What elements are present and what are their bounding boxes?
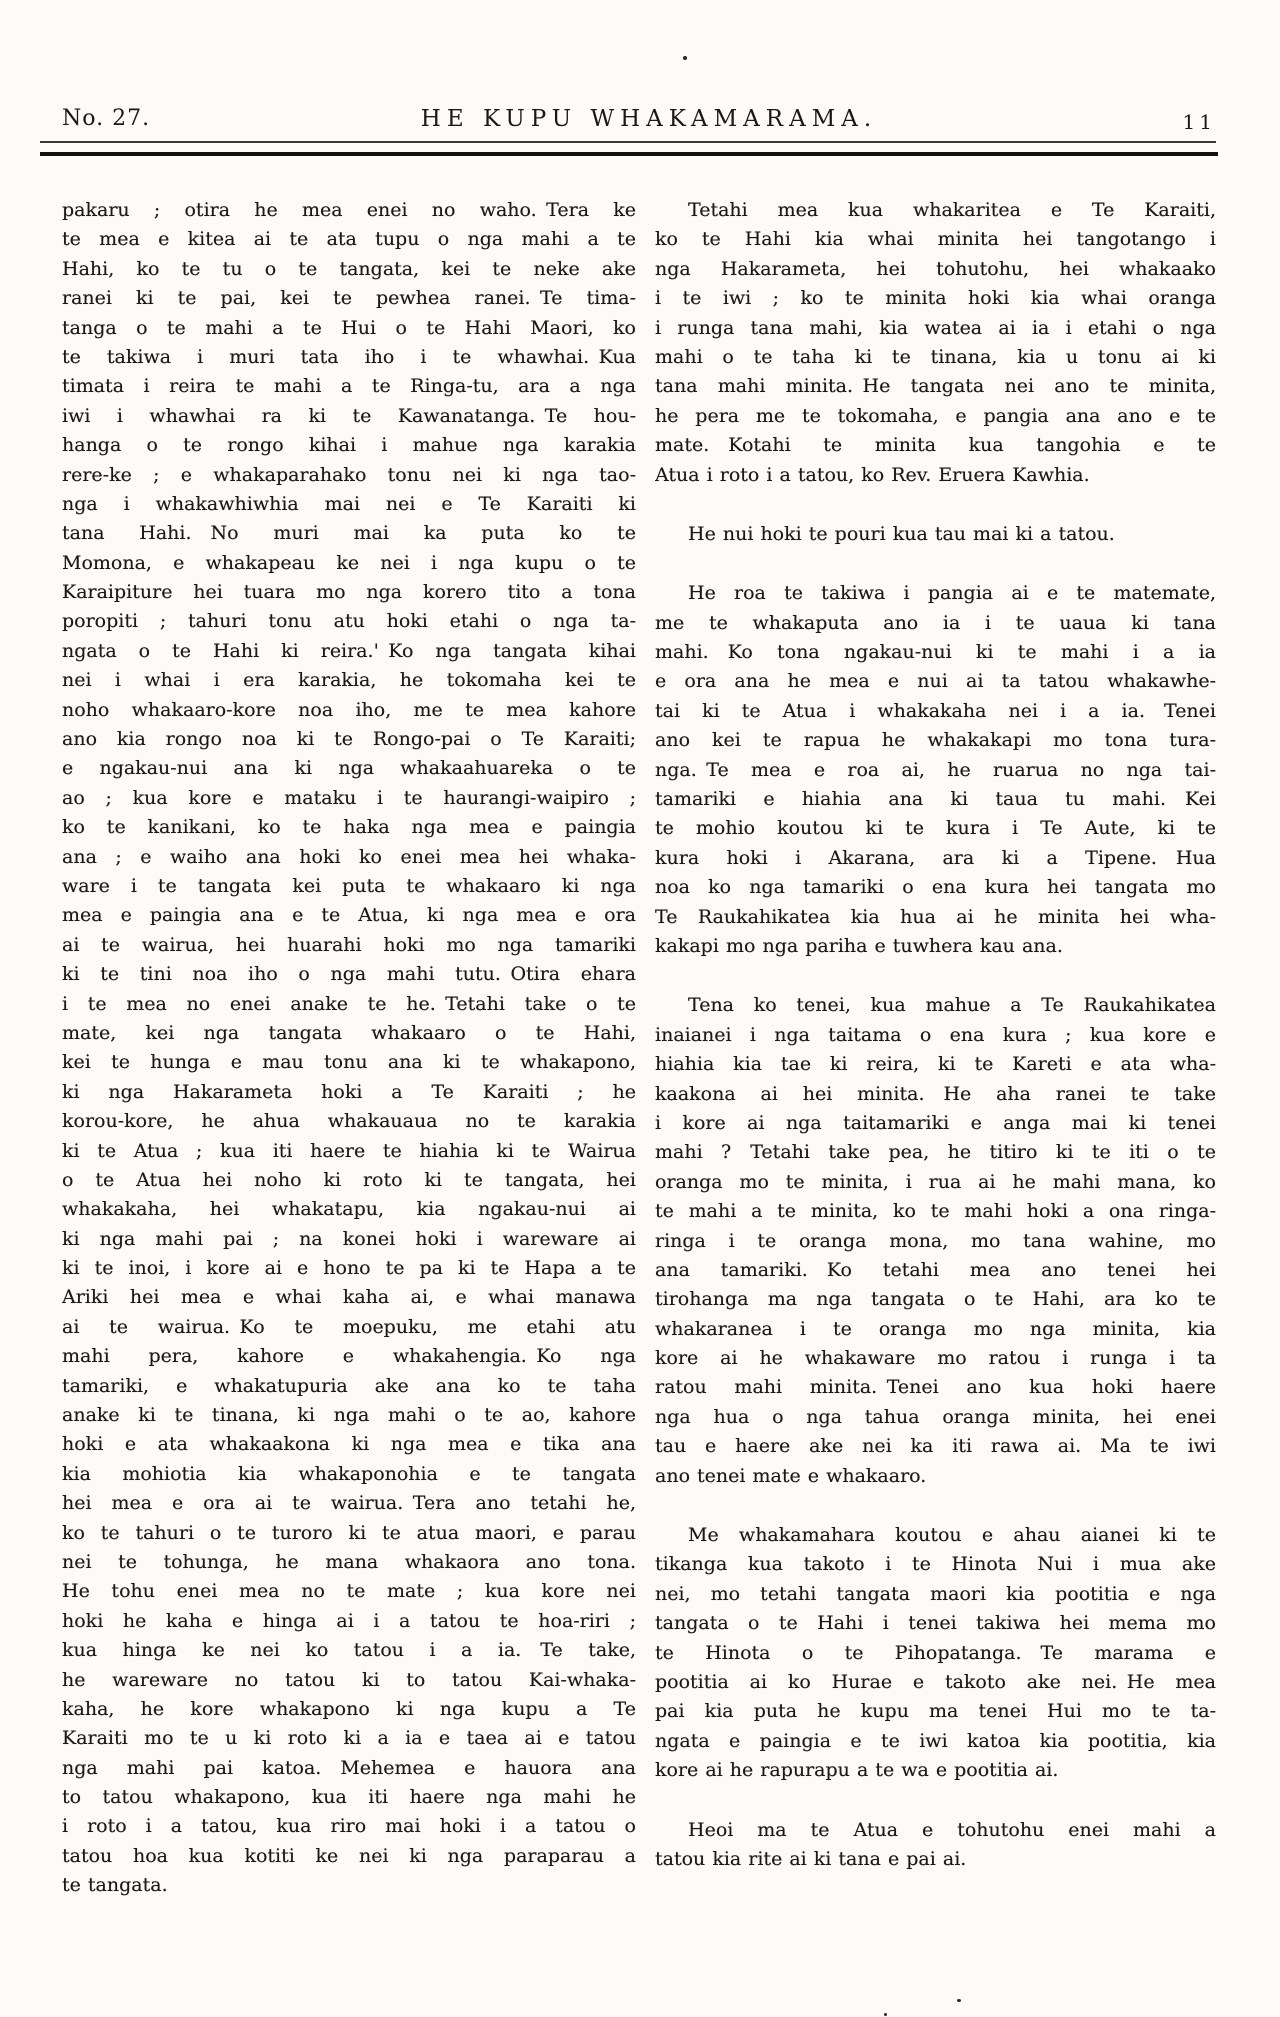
text-line: mea e paingia ana e te Atua, ki nga mea e ora (62, 904, 636, 927)
text-line: tana Hahi. No muri mai ka puta ko te (62, 522, 636, 545)
text-line: ringa i te oranga mona, mo tana wahine, mo (655, 1229, 1216, 1252)
text-line: Me whakamahara koutou e ahau aianei ki te (688, 1524, 1216, 1547)
text-line: timata i reira te mahi a te Ringa-tu, ara a nga (62, 375, 636, 398)
paragraph (655, 579, 1216, 961)
text-line: nei, mo tetahi tangata maori kia pootitia e nga (655, 1582, 1216, 1605)
text-line: ao ; kua kore e mataku i te haurangi-waipiro ; (62, 786, 636, 809)
text-line: anake ki te tinana, ki nga mahi o te ao, kahore (62, 1404, 636, 1427)
paragraph (655, 1521, 1216, 1786)
text-line: kakapi mo nga pariha e tuwhera kau ana. (655, 934, 1063, 957)
text-line: mahi o te taha ki te tinana, kia u tonu ai ki (655, 345, 1216, 368)
text-line: korou-kore, he ahua whakauaua no te karakia (62, 1110, 636, 1133)
scan-speck (957, 1999, 961, 2002)
text-line: ana tamariki. Ko tetahi mea ano tenei hei (655, 1258, 1216, 1281)
text-line: hanga o te rongo kihai i mahue nga karakia (62, 434, 636, 457)
scan-speck (884, 2013, 887, 2016)
header-rule-thin (40, 141, 1216, 143)
text-line: rere-ke ; e whakaparahako tonu nei ki nga tao- (62, 463, 636, 486)
text-line: mahi. Ko tona ngakau-nui ki te mahi i a ia (655, 641, 1216, 664)
text-line: ngata e paingia e te iwi katoa kia pootitia, kia (655, 1729, 1216, 1752)
text-line: hiahia kia tae ki reira, ki te Kareti e ata wha- (655, 1053, 1216, 1076)
text-line: te mahi a te minita, ko te mahi hoki a ona ringa- (655, 1200, 1216, 1223)
text-line: ranei ki te pai, kei te pewhea ranei. Te tima- (62, 287, 636, 310)
text-line: ki te tini noa iho o nga mahi tutu. Otira ehara (62, 963, 636, 986)
text-line: to tatou whakapono, kua iti haere nga mahi he (62, 1786, 636, 1809)
paragraph (655, 991, 1216, 1491)
text-line: tau e haere ake nei ka iti rawa ai. Ma te iwi (655, 1435, 1216, 1458)
text-line: i roto i a tatou, kua riro mai hoki i a tatou o (62, 1815, 636, 1838)
text-line: tanga o te mahi a te Hui o te Hahi Maori, ko (62, 316, 636, 339)
text-line: nga i whakawhiwhia mai nei e Te Karaiti ki (62, 492, 636, 515)
text-line: He tohu enei mea no te mate ; kua kore nei (62, 1580, 636, 1603)
text-line: pakaru ; otira he mea enei no waho. Tera ke (62, 199, 636, 221)
text-line: mahi ? Tetahi take pea, he titiro ki te iti o te (655, 1141, 1216, 1164)
text-line: ano kia rongo noa ki te Rongo-pai o Te Karaiti; (62, 728, 636, 751)
text-line: he wareware no tatou ki to tatou Kai-whaka- (62, 1668, 636, 1691)
text-line: e ora ana he mea e nui ai ta tatou whakawhe- (655, 670, 1216, 693)
text-line: tatou hoa kua kotiti ke nei ki nga paraparau a (62, 1844, 636, 1867)
text-line: pootitia ai ko Hurae e takoto ake nei. He mea (655, 1670, 1216, 1693)
text-line: tai ki te Atua i whakakaha nei i a ia. Tenei (655, 699, 1216, 722)
text-line: tamariki, e whakatupuria ake ana ko te taha (62, 1374, 636, 1397)
text-line: te mohio koutou ki te kura i Te Aute, ki te (655, 817, 1216, 840)
text-line: whakakaha, hei whakatapu, kia ngakau-nui ai (62, 1198, 636, 1221)
text-line: tamariki e hiahia ana ki taua tu mahi. Kei (655, 788, 1216, 811)
text-line: hoki e ata whakaakona ki nga mea e tika ana (62, 1433, 636, 1456)
text-line: Heoi ma te Atua e tohutohu enei mahi a (688, 1818, 1216, 1841)
right-column (655, 196, 1216, 1874)
text-line: me te whakaputa ano ia i te uaua ki tana (655, 611, 1216, 634)
text-line: ko te kanikani, ko te haka nga mea e paingia (62, 816, 636, 839)
text-line: kua hinga ke nei ko tatou i a ia. Te take, (62, 1639, 636, 1662)
text-line: ko te tahuri o te turoro ki te atua maori, e parau (62, 1521, 636, 1544)
text-line: ki te Atua ; kua iti haere te hiahia ki te Wairua (62, 1139, 636, 1162)
text-line: ai te wairua, hei huarahi hoki mo nga tamariki (62, 933, 636, 956)
paragraph (655, 196, 1216, 490)
text-line: Te Raukahikatea kia hua ai he minita hei wha- (655, 905, 1216, 928)
text-line: te takiwa i muri tata iho i te whawhai. Kua (62, 345, 636, 368)
text-line: nga Hakarameta, hei tohutohu, hei whakaako (655, 257, 1216, 280)
text-line: tikanga kua takoto i te Hinota Nui i mua ake (655, 1553, 1216, 1576)
text-line: ware i te tangata kei puta te whakaaro ki nga (62, 874, 636, 897)
header-rule-thick (40, 152, 1218, 156)
text-line: pai kia puta he kupu ma tenei Hui mo te ta- (655, 1700, 1216, 1723)
text-line: ano kei te rapua he whakakapi mo tona tura- (655, 729, 1216, 752)
text-line: ko te Hahi kia whai minita hei tangotango i (655, 228, 1216, 251)
text-line: te tangata. (62, 1874, 168, 1897)
text-line: ki te inoi, i kore ai e hono te pa ki te Hapa a te (62, 1257, 636, 1280)
text-line: ki nga mahi pai ; na konei hoki i wareware ai (62, 1227, 636, 1250)
text-line: whakaranea i te oranga mo nga minita, kia (655, 1317, 1216, 1340)
text-line: ngata o te Hahi ki reira.' Ko nga tangata kihai (62, 639, 636, 662)
text-line: mahi pera, kahore e whakahengia. Ko nga (62, 1345, 636, 1368)
text-line: mate. Kotahi te minita kua tangohia e te (655, 434, 1216, 457)
text-line: inaianei i nga taitama o ena kura ; kua kore e (655, 1023, 1216, 1046)
text-line: kia mohiotia kia whakaponohia e te tangata (62, 1462, 636, 1485)
text-line: i te iwi ; ko te minita hoki kia whai oranga (655, 287, 1216, 310)
text-line: nga mahi pai katoa. Mehemea e hauora ana (62, 1756, 636, 1779)
text-line: poropiti ; tahuri tonu atu hoki etahi o nga ta- (62, 610, 636, 633)
text-line: te Hinota o te Pihopatanga. Te marama e (655, 1641, 1216, 1664)
text-line: He nui hoki te pouri kua tau mai ki a tatou. (688, 522, 1115, 545)
text-line: e ngakau-nui ana ki nga whakaahuareka o te (62, 757, 636, 780)
scan-speck (683, 56, 687, 60)
text-line: Ariki hei mea e whai kaha ai, e whai manawa (62, 1286, 636, 1309)
text-line: kore ai he rapurapu a te wa e pootitia ai. (655, 1759, 1059, 1782)
paragraph (655, 520, 1216, 549)
text-line: nga. Te mea e roa ai, he ruarua no nga tai- (655, 758, 1216, 781)
text-line: kei te hunga e mau tonu ana ki te whakapono, (62, 1051, 636, 1074)
text-line: kaakona ai hei minita. He aha ranei te take (655, 1082, 1216, 1105)
text-line: Karaiti mo te u ki roto ki a ia e taea ai e tatou (62, 1727, 636, 1750)
text-line: tirohanga ma nga tangata o te Hahi, ara ko te (655, 1288, 1216, 1311)
text-line: Momona, e whakapeau ke nei i nga kupu o te (62, 551, 636, 574)
text-line: tana mahi minita. He tangata nei ano te minita, (655, 375, 1216, 398)
text-line: ki nga Hakarameta hoki a Te Karaiti ; he (62, 1080, 636, 1103)
text-line: o te Atua hei noho ki roto ki te tangata, hei (62, 1168, 636, 1191)
page-number: 11 (1182, 110, 1216, 134)
text-line: ratou mahi minita. Tenei ano kua hoki haere (655, 1376, 1216, 1399)
text-line: kore ai he whakaware mo ratou i runga i ta (655, 1347, 1216, 1370)
text-line: nei i whai i era karakia, he tokomaha kei te (62, 669, 636, 692)
text-line: te mea e kitea ai te ata tupu o nga mahi a te (62, 228, 636, 251)
text-line: kaha, he kore whakapono ki nga kupu a Te (62, 1697, 636, 1720)
text-line: nei te tohunga, he mana whakaora ano tona. (62, 1550, 636, 1573)
text-line: i te mea no enei anake te he. Tetahi take o te (62, 992, 636, 1015)
text-line: iwi i whawhai ra ki te Kawanatanga. Te hou- (62, 404, 636, 427)
left-column (62, 196, 636, 1901)
text-line: Karaipiture hei tuara mo nga korero tito a tona (62, 581, 636, 604)
text-line: mate, kei nga tangata whakaaro o te Hahi, (62, 1021, 636, 1044)
text-line: ano tenei mate e whakaaro. (655, 1464, 927, 1487)
text-line: hoki he kaha e hinga ai i a tatou te hoa-riri ; (62, 1609, 636, 1632)
text-line: Atua i roto i a tatou, ko Rev. Eruera Kawhia. (655, 463, 1090, 486)
text-line: He roa te takiwa i pangia ai e te matemate, (688, 582, 1216, 605)
text-line: Tetahi mea kua whakaritea e Te Karaiti, (688, 199, 1216, 221)
text-line: he pera me te tokomaha, e pangia ana ano e te (655, 404, 1216, 427)
text-line: Hahi, ko te tu o te tangata, kei te neke ake (62, 257, 636, 280)
text-line: noa ko nga tamariki o ena kura hei tangata mo (655, 876, 1216, 899)
issue-number: No. 27. (62, 106, 151, 131)
text-line: noho whakaaro-kore noa iho, me te mea kahore (62, 698, 636, 721)
text-line: i kore ai nga taitamariki e anga mai ki tenei (655, 1111, 1216, 1134)
text-line: tatou kia rite ai ki tana e pai ai. (655, 1847, 967, 1870)
text-line: i runga tana mahi, kia watea ai ia i etahi o nga (655, 316, 1216, 339)
text-line: oranga mo te minita, i rua ai he mahi mana, ko (655, 1170, 1216, 1193)
text-line: hei mea e ora ai te wairua. Tera ano tetahi he, (62, 1492, 636, 1515)
text-line: nga hua o nga tahua oranga minita, hei enei (655, 1405, 1216, 1428)
text-line: tangata o te Hahi i tenei takiwa hei mema mo (655, 1612, 1216, 1635)
paragraph (655, 1816, 1216, 1875)
page-title: HE KUPU WHAKAMARAMA. (420, 106, 878, 132)
text-line: ai te wairua. Ko te moepuku, me etahi atu (62, 1315, 636, 1338)
paragraph (62, 196, 636, 1901)
text-line: ana ; e waiho ana hoki ko enei mea hei whaka- (62, 845, 636, 868)
text-line: Tena ko tenei, kua mahue a Te Raukahikatea (688, 994, 1216, 1017)
text-line: kura hoki i Akarana, ara ki a Tipene. Hua (655, 846, 1216, 869)
